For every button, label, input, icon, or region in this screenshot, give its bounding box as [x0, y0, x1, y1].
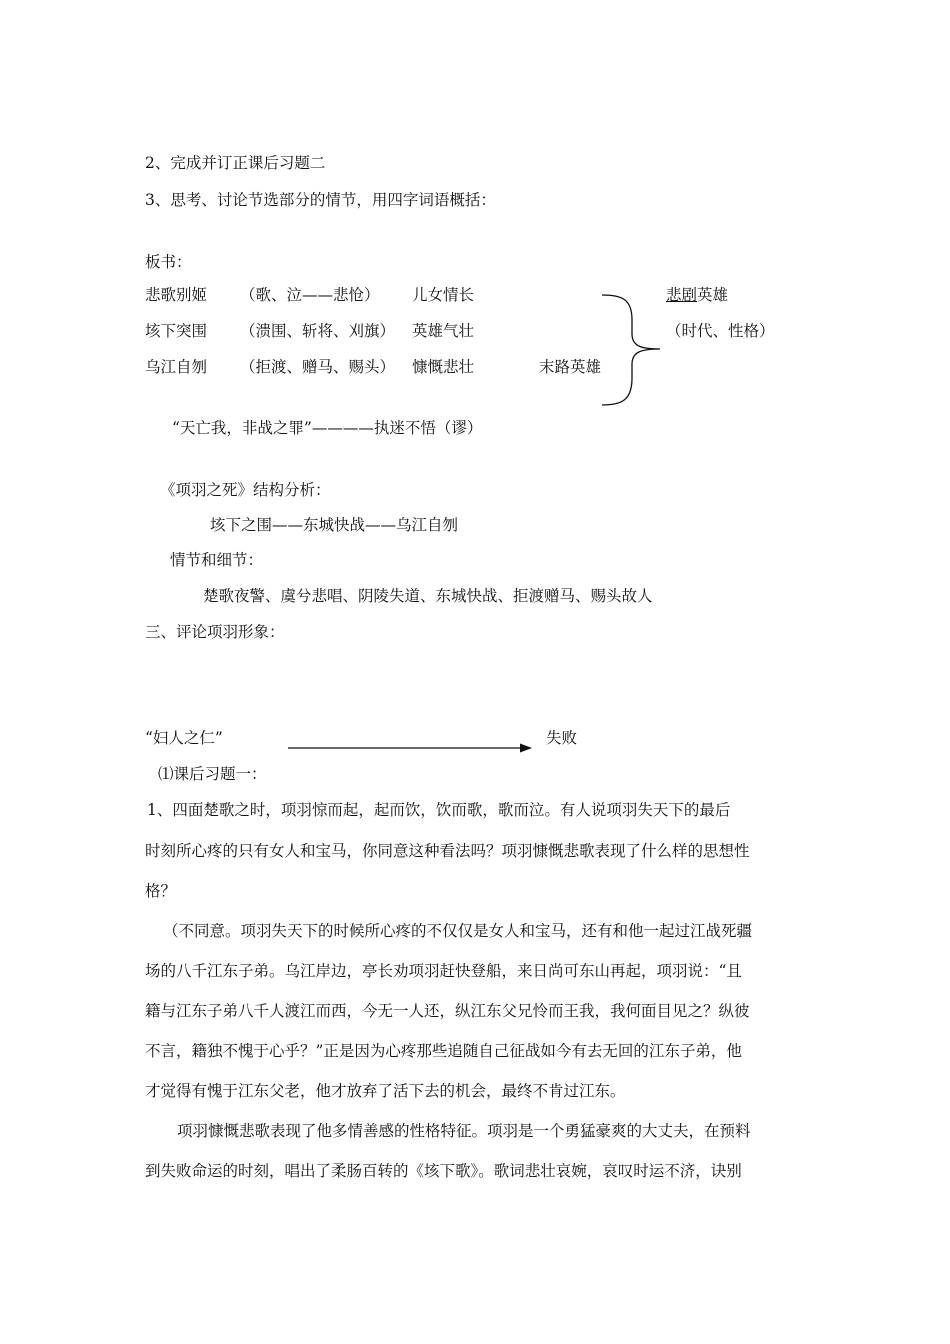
question-1-line-1: 1、四面楚歌之时，项羽惊而起，起而饮，饮而歌，歌而泣。有人说项羽失天下的最后: [147, 801, 731, 819]
line-task-2: 2、完成并订正课后习题二: [145, 154, 326, 172]
plot-list: 楚歌夜警、虞兮悲唱、阴陵失道、东城快战、拒渡赠马、赐头故人: [203, 587, 653, 605]
question-1-line-3: 格？: [145, 882, 177, 900]
board-row-3-summary: 慷慨悲壮: [412, 358, 475, 376]
shibai: 失败: [546, 729, 578, 747]
structure-title: 《项羽之死》结构分析：: [160, 481, 331, 499]
board-row-1-summary: 儿女情长: [412, 286, 475, 304]
quote-line: “天亡我，非战之罪”————执迷不悟（谬）: [172, 419, 483, 437]
board-row-2-detail: （溃围、斩将、刈旗）: [240, 322, 396, 340]
board-row-2-summary: 英雄气壮: [412, 322, 475, 340]
line-task-3: 3、思考、讨论节选部分的情节，用四字词语概括：: [145, 191, 496, 209]
structure-chain: 垓下之围——东城快战——乌江自刎: [210, 516, 459, 534]
answer-1-line-5: 才觉得有愧于江东父老，他才放弃了活下去的机会，最终不肯过江东。: [145, 1082, 626, 1100]
board-row-1-title: 悲歌别姬: [145, 286, 208, 304]
board-mulu-hero: 末路英雄: [539, 358, 602, 376]
answer-2-line-2: 到失败命运的时刻，唱出了柔肠百转的《垓下歌》。歌词悲壮哀婉，哀叹时运不济，诀别: [145, 1162, 742, 1180]
tragic-rest-text: 英雄: [697, 286, 729, 304]
section-3-heading: 三、评论项羽形象：: [145, 623, 285, 641]
board-time-character: （时代、性格）: [666, 322, 775, 340]
arrow-head: [520, 744, 532, 753]
board-row-3-title: 乌江自刎: [145, 358, 208, 376]
answer-1-line-2: 场的八千江东子弟。乌江岸边，亭长劝项羽赶快登船，来日尚可东山再起，项羽说：“且: [145, 962, 742, 980]
answer-2-line-1: 项羽慷慨悲歌表现了他多情善感的性格特征。项羽是一个勇猛豪爽的大丈夫，在预料: [177, 1122, 751, 1140]
answer-1-line-4: 不言，籍独不愧于心乎？”正是因为心疼那些追随自己征战如今有去无回的江东子弟，他: [145, 1042, 742, 1060]
board-row-1-detail: （歌、泣——悲怆）: [240, 286, 380, 304]
plot-title: 情节和细节：: [170, 551, 264, 569]
answer-1-line-3: 籍与江东子弟八千人渡江而西，今无一人还，纵江东父兄怜而王我，我何面目见之？纵彼: [145, 1002, 750, 1020]
board-row-2-title: 垓下突围: [145, 322, 208, 340]
board-row-3-detail: （拒渡、赠马、赐头）: [240, 358, 396, 376]
exercise-1-label: ⑴课后习题一：: [158, 765, 267, 783]
furen-zhiren: “妇人之仁”: [145, 729, 223, 747]
tragic-underlined-text: 悲剧: [666, 286, 698, 304]
question-1-line-2: 时刻所心疼的只有女人和宝马，你同意这种看法吗？项羽慷慨悲歌表现了什么样的思想性: [145, 842, 750, 860]
board-label: 板书：: [145, 253, 192, 271]
curly-brace: [602, 295, 660, 405]
answer-1-line-1: （不同意。项羽失天下的时候所心疼的不仅仅是女人和宝马，还有和他一起过江战死疆: [163, 922, 753, 940]
